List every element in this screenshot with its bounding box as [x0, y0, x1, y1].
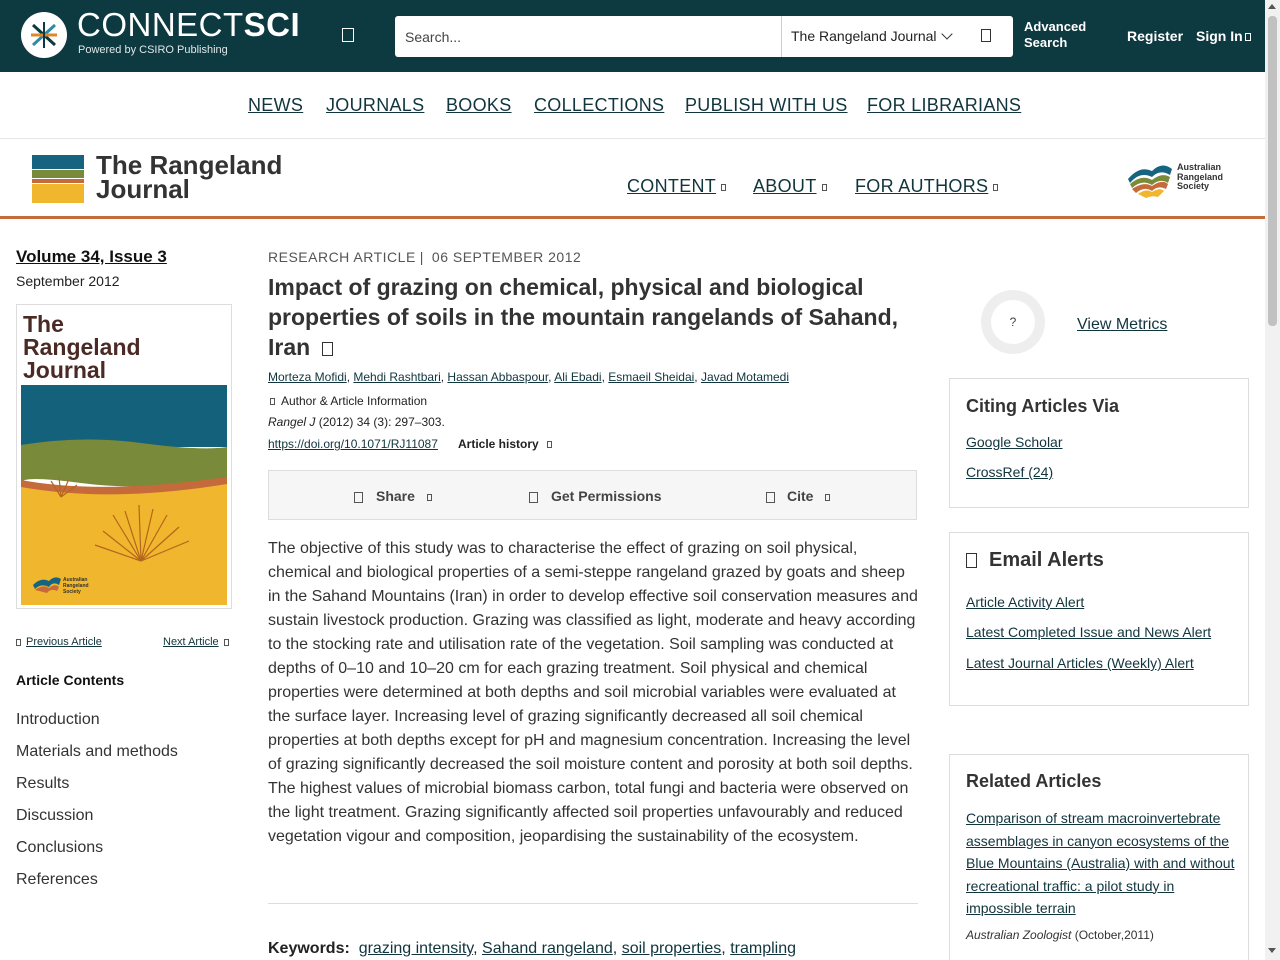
issue-cover-image[interactable]: [16, 304, 232, 609]
article-type: RESEARCH ARTICLE: [268, 249, 416, 265]
article-citation: Rangel J (2012) 34 (3): 297–303.: [268, 415, 445, 429]
author-link[interactable]: Hassan Abbaspour: [447, 370, 549, 384]
chevron-down-icon: [822, 184, 827, 191]
toc-conclusions[interactable]: Conclusions: [16, 839, 104, 856]
chevron-down-icon[interactable]: [941, 28, 952, 39]
bell-icon: [966, 553, 977, 568]
latest-issue-alert-link[interactable]: Latest Completed Issue and News Alert: [966, 624, 1212, 640]
citing-articles-panel: [949, 378, 1249, 508]
scrollbar-thumb[interactable]: [1268, 16, 1277, 326]
keyword-link[interactable]: grazing intensity: [358, 940, 474, 957]
cover-title: The Rangeland Journal: [23, 311, 141, 383]
scroll-up-arrow-icon[interactable]: [1268, 4, 1276, 9]
journal-nav-content[interactable]: CONTENT: [627, 176, 726, 197]
journal-logo-icon[interactable]: [32, 155, 84, 203]
search-icon[interactable]: [981, 29, 991, 42]
article-contents-heading: Article Contents: [16, 672, 125, 688]
main-nav: [0, 72, 1265, 139]
get-permissions-button[interactable]: Get Permissions: [529, 488, 662, 504]
cover-society-name: Australian Rangeland Society: [63, 577, 89, 595]
issue-volume-link[interactable]: Volume 34, Issue 3: [16, 247, 167, 266]
nav-journals[interactable]: JOURNALS: [326, 95, 425, 115]
author-link[interactable]: Esmaeil Sheidai: [608, 370, 695, 384]
site-logo-text[interactable]: CONNECTSCI: [77, 6, 301, 43]
scroll-down-arrow-icon[interactable]: [1268, 948, 1276, 953]
article-toolbar: [268, 470, 917, 520]
altmetric-badge[interactable]: [981, 290, 1045, 354]
chevron-down-icon: [270, 398, 275, 405]
view-metrics-link[interactable]: View Metrics: [1077, 316, 1168, 333]
chevron-left-icon: [16, 639, 21, 646]
top-bar: [0, 0, 1265, 72]
open-access-icon: [322, 342, 333, 356]
toc-introduction[interactable]: Introduction: [16, 711, 100, 728]
toc-materials-and-methods[interactable]: Materials and methods: [16, 743, 178, 760]
toc-references[interactable]: References: [16, 871, 98, 888]
chevron-down-icon: [427, 494, 432, 501]
related-article-source: Australian Zoologist (October,2011): [966, 928, 1154, 942]
nav-news[interactable]: NEWS: [248, 95, 304, 115]
site-tagline: Powered by CSIRO Publishing: [78, 44, 228, 56]
section-divider: [268, 903, 918, 904]
register-link[interactable]: Register: [1127, 28, 1184, 44]
doi-link[interactable]: https://doi.org/10.1071/RJ11087: [268, 437, 438, 451]
user-icon: [1245, 33, 1251, 41]
article-history-toggle[interactable]: Article history: [458, 437, 552, 451]
journal-header: [0, 139, 1265, 219]
google-scholar-link[interactable]: Google Scholar: [966, 434, 1063, 450]
rangeland-society-logo-icon[interactable]: [1126, 157, 1174, 199]
nav-for-librarians[interactable]: FOR LIBRARIANS: [867, 95, 1022, 115]
citing-articles-title: Citing Articles Via: [966, 396, 1120, 416]
society-name: Australian Rangeland Society: [1177, 162, 1224, 191]
author-link[interactable]: Mehdi Rashtbari: [353, 370, 441, 384]
chevron-down-icon: [825, 494, 830, 501]
search-scope-select[interactable]: The Rangeland Journal: [791, 28, 937, 44]
keyword-link[interactable]: trampling: [730, 940, 796, 957]
chevron-down-icon: [547, 441, 552, 448]
cite-button[interactable]: Cite: [766, 488, 830, 504]
chevron-down-icon: [721, 184, 726, 191]
journal-nav-for-authors[interactable]: FOR AUTHORS: [855, 176, 998, 197]
email-alerts-panel: [949, 532, 1249, 706]
chevron-down-icon: [993, 184, 998, 191]
toc-discussion[interactable]: Discussion: [16, 807, 94, 824]
keyword-link[interactable]: Sahand rangeland: [482, 940, 613, 957]
connectsci-logo-icon[interactable]: [21, 12, 67, 58]
sign-in-label: Sign In: [1196, 28, 1243, 44]
keywords-label: Keywords:: [268, 940, 350, 957]
article-meta: RESEARCH ARTICLE | 06 SEPTEMBER 2012: [268, 249, 582, 265]
keyword-link[interactable]: soil properties: [621, 940, 722, 957]
nav-publish-with-us[interactable]: PUBLISH WITH US: [685, 95, 848, 115]
related-articles-panel: [949, 754, 1249, 960]
article-title: Impact of grazing on chemical, physical and biological properties of soils in the mountain rangelands of Sahand, Iran: [268, 274, 899, 360]
nav-books[interactable]: BOOKS: [446, 95, 512, 115]
chevron-right-icon: [224, 639, 229, 646]
email-alerts-title: Email Alerts: [966, 549, 1104, 572]
journal-nav-about[interactable]: ABOUT: [753, 176, 827, 197]
share-button[interactable]: Share: [354, 488, 432, 504]
page-scrollbar[interactable]: [1265, 0, 1280, 960]
next-article-link[interactable]: Next Article: [163, 636, 219, 648]
article-abstract: The objective of this study was to characterise the effect of grazing on soil physical, chemical and biological properties of a semi-steppe rangeland grazed by goats and sheep in the Sahand Mountains (Iran) in order to develop effective soil conservation measures and sustain livestock production. Grazing was classified as light, moderate and heavy according to the stocking rate and utilisation rate of the vegetation. Soil sampling was conducted at depths of 0–10 and 10–20 cm for each grazing treatment. Soil physical and chemical properties were determined at both depths and soil microbial variables were evaluated at the surface layer. Increasing level of grazing significantly decreased all soil chemical properties at both depths except for pH and magnesium concentration. Increasing the level of grazing significantly decreased the soil moisture content and porosity at both soil depths. The highest values of microbial biomass carbon, total fungi and bacteria were observed on the light treatment. Grazing significantly affected soil properties unfavourably and reduced vegetation vigour and composition, jeopardising the sustainability of the ecosystem.: [268, 540, 918, 845]
author-article-info-toggle[interactable]: Author & Article Information: [268, 394, 427, 408]
author-link[interactable]: Javad Motamedi: [700, 370, 789, 384]
altmetric-score: ?: [991, 300, 1035, 344]
article-activity-alert-link[interactable]: Article Activity Alert: [966, 594, 1085, 610]
previous-article-link[interactable]: Previous Article: [26, 636, 102, 648]
quote-icon: [766, 492, 775, 503]
search-bar: [395, 16, 1013, 57]
menu-icon[interactable]: [342, 28, 354, 42]
related-articles-title: Related Articles: [966, 771, 1102, 791]
crossref-link[interactable]: CrossRef (24): [966, 464, 1054, 480]
cover-landscape-illustration: [21, 385, 229, 605]
sign-in-link[interactable]: [1196, 28, 1251, 44]
issue-date: September 2012: [16, 273, 120, 289]
weekly-articles-alert-link[interactable]: Latest Journal Articles (Weekly) Alert: [966, 655, 1194, 671]
next-article[interactable]: [163, 636, 229, 648]
search-input[interactable]: [395, 16, 781, 57]
article-keywords: Keywords: grazing intensity, Sahand rangeland, soil properties, trampling: [268, 940, 796, 957]
share-icon: [354, 492, 363, 503]
related-article-link[interactable]: Comparison of stream macroinvertebrate assemblages in canyon ecosystems of the Blue Mountains (Australia) with and without recreational traffic: a pilot study in impossible terrain: [966, 810, 1235, 916]
journal-title[interactable]: The Rangeland Journal: [96, 150, 283, 204]
previous-article[interactable]: [16, 636, 102, 648]
advanced-search-link[interactable]: Advanced Search: [1024, 19, 1087, 50]
toc-results[interactable]: Results: [16, 775, 70, 792]
author-list: Morteza Mofidi, Mehdi Rashtbari, Hassan Abbaspour, Ali Ebadi, Esmaeil Sheidai, Javad Motamedi: [268, 370, 789, 384]
article-date: 06 SEPTEMBER 2012: [431, 249, 582, 265]
author-link[interactable]: Ali Ebadi: [554, 370, 602, 384]
nav-collections[interactable]: COLLECTIONS: [534, 95, 665, 115]
permissions-icon: [529, 492, 538, 503]
author-link[interactable]: Morteza Mofidi: [268, 370, 347, 384]
search-divider: [781, 16, 782, 57]
